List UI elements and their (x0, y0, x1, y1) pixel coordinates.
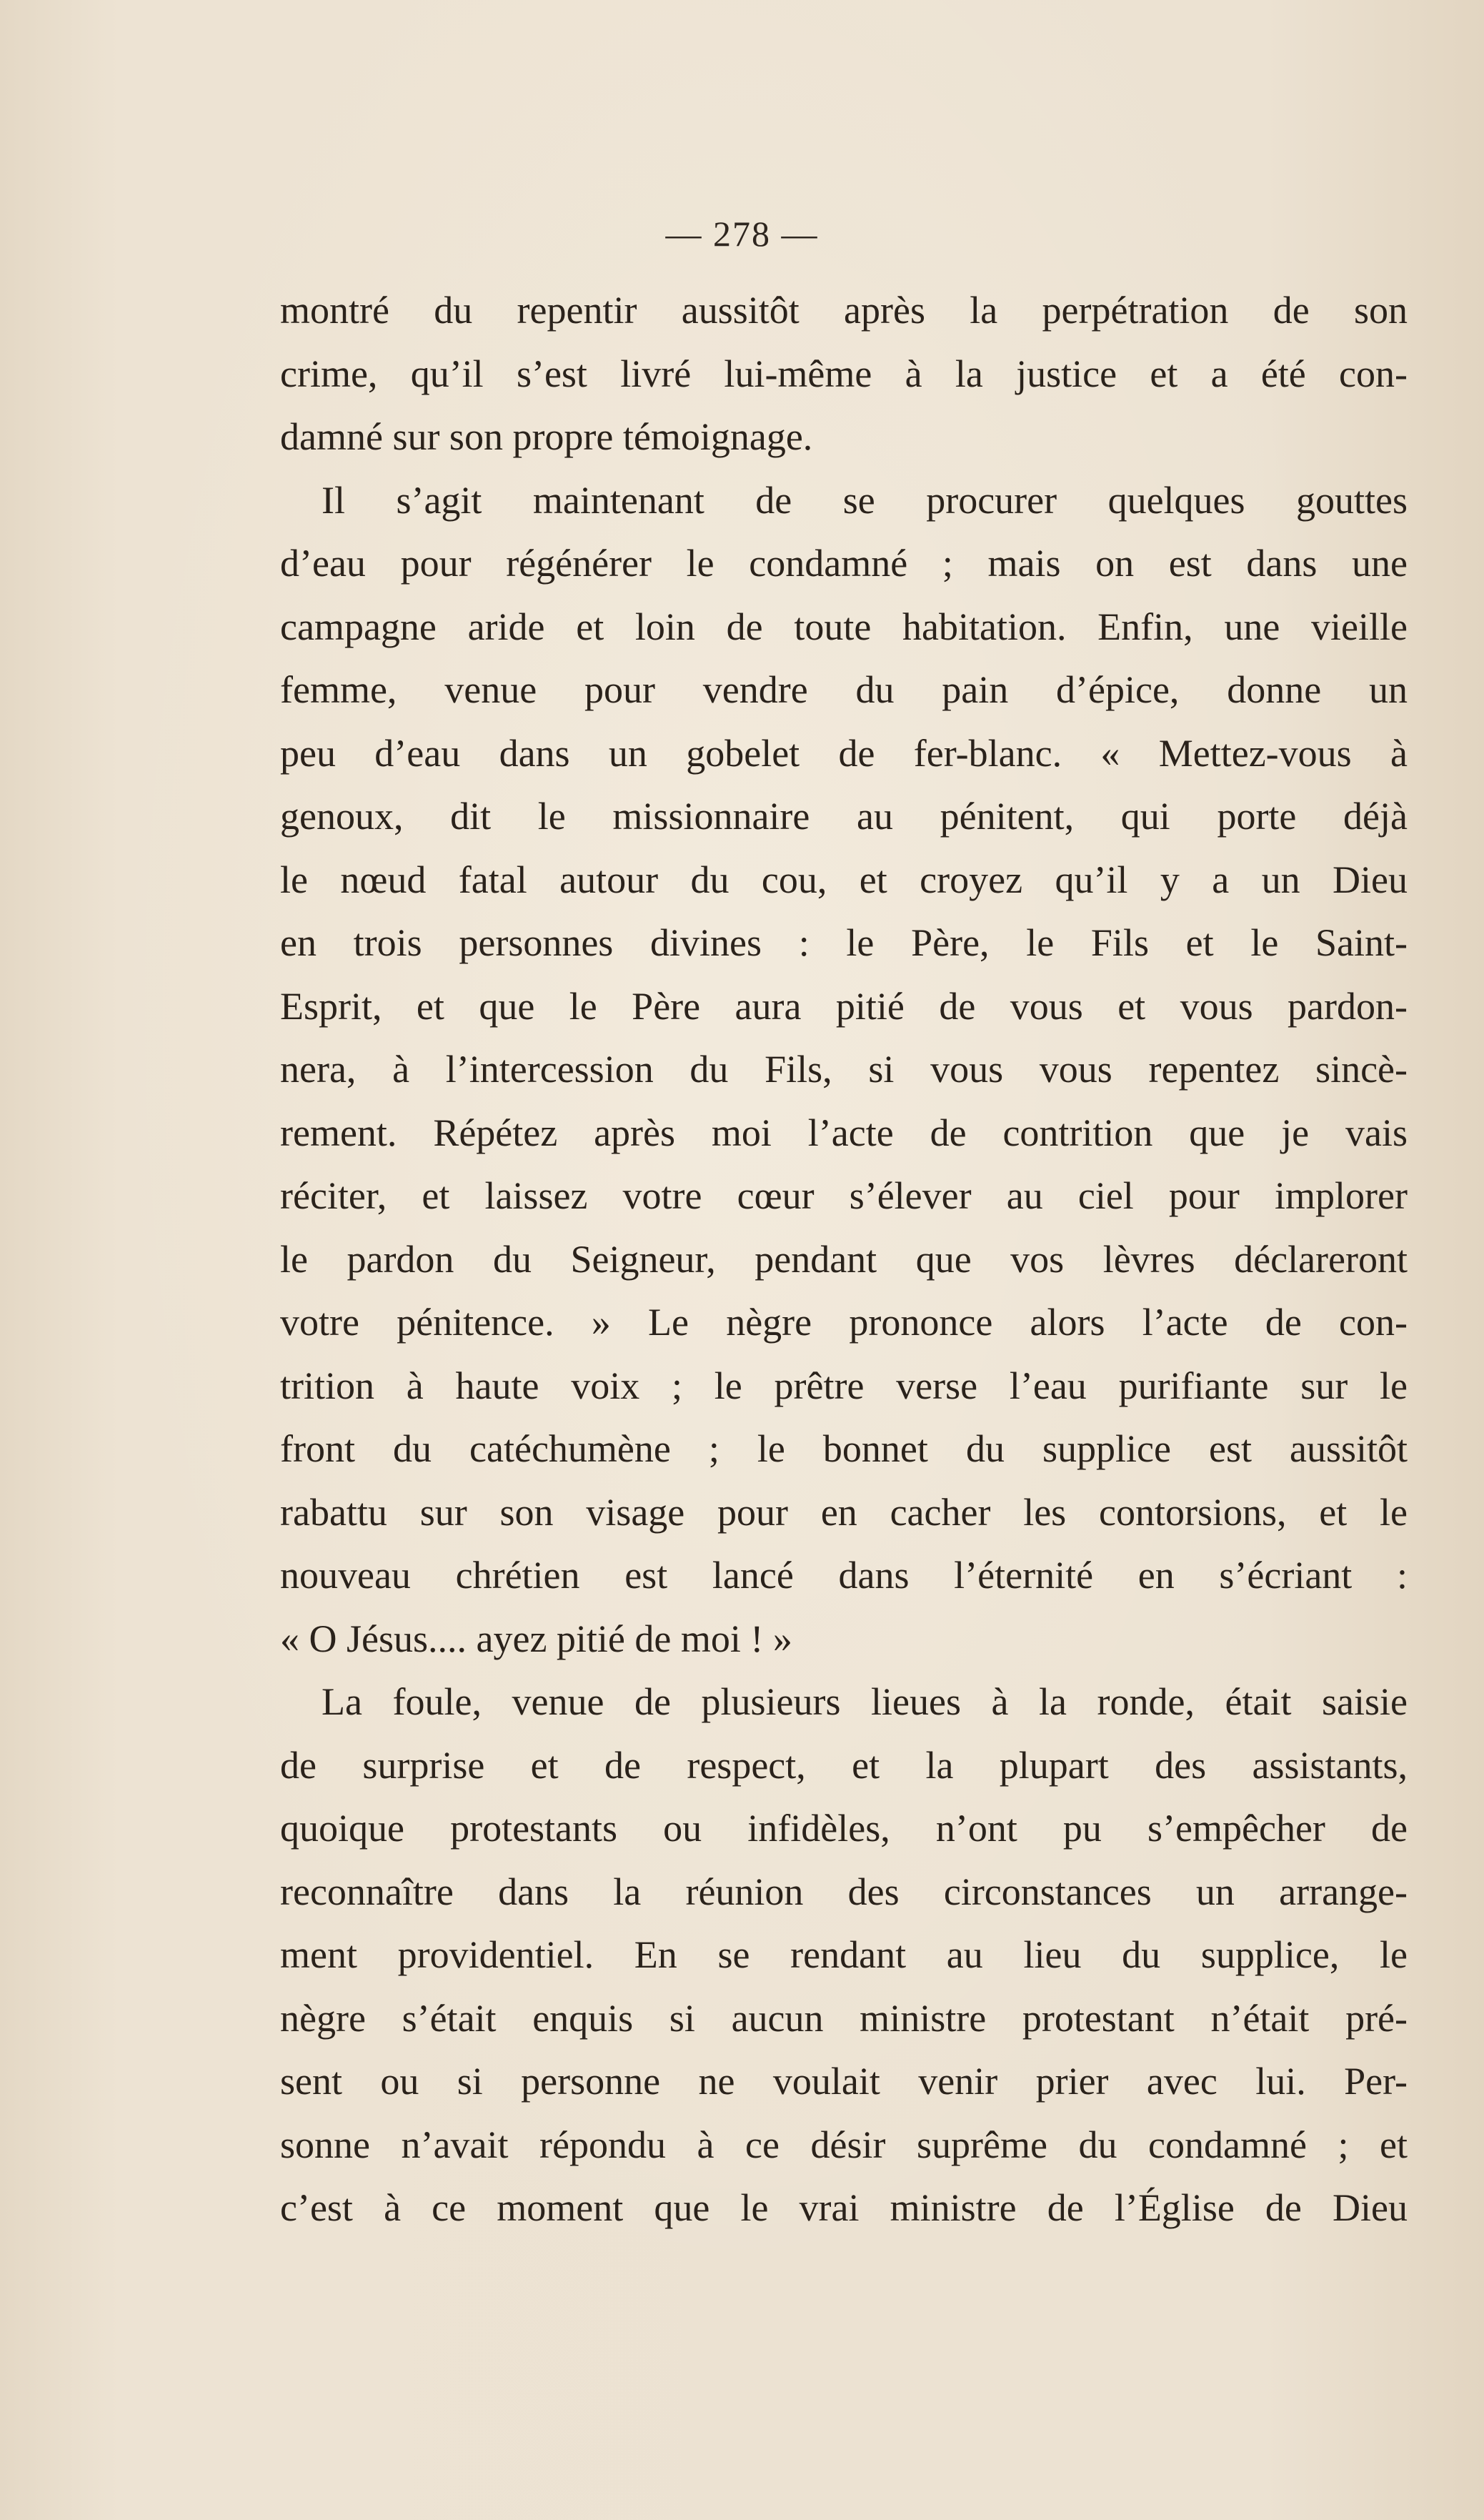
text-line: crime, qu’il s’est livré lui-même à la justice et a été con- (280, 352, 1408, 395)
text-line: le nœud fatal autour du cou, et croyez qu’il y a un Dieu (280, 858, 1408, 901)
text-line: en trois personnes divines : le Père, le Fils et le Saint- (280, 921, 1408, 964)
text-line: ment providentiel. En se rendant au lieu du supplice, le (280, 1933, 1408, 1976)
text-line: le pardon du Seigneur, pendant que vos lèvres déclareront (280, 1237, 1408, 1281)
text-line: sent ou si personne ne voulait venir prier avec lui. Per- (280, 2060, 1408, 2103)
text-line: front du catéchumène ; le bonnet du supplice est aussitôt (280, 1427, 1408, 1470)
body-text (280, 279, 1408, 2240)
text-line: reconnaître dans la réunion des circonstances un arrange- (280, 1870, 1408, 1913)
text-line: de surprise et de respect, et la plupart des assistants, (280, 1743, 1408, 1787)
text-line: Il s’agit maintenant de se procurer quelques gouttes (322, 478, 1408, 522)
text-line: nera, à l’intercession du Fils, si vous vous repentez sincè- (280, 1048, 1408, 1091)
text-line: La foule, venue de plusieurs lieues à la ronde, était saisie (322, 1680, 1408, 1723)
text-line: campagne aride et loin de toute habitation. Enfin, une vieille (280, 605, 1408, 648)
text-line: genoux, dit le missionnaire au pénitent, qui porte déjà (280, 795, 1408, 838)
text-line: d’eau pour régénérer le condamné ; mais on est dans une (280, 542, 1408, 585)
text-line: peu d’eau dans un gobelet de fer-blanc. « Mettez-vous à (280, 731, 1408, 775)
text-line: votre pénitence. » Le nègre prononce alors l’acte de con- (280, 1301, 1408, 1344)
page-number: — 278 — (665, 214, 819, 254)
text-line: rabattu sur son visage pour en cacher les contorsions, et le (280, 1490, 1408, 1534)
text-line: Esprit, et que le Père aura pitié de vous et vous pardon- (280, 984, 1408, 1028)
text-line: femme, venue pour vendre du pain d’épice, donne un (280, 668, 1408, 711)
text-line: quoique protestants ou infidèles, n’ont pu s’empêcher de (280, 1807, 1408, 1850)
text-line: nouveau chrétien est lancé dans l’éternité en s’écriant : (280, 1554, 1408, 1597)
text-line: montré du repentir aussitôt après la perpétration de son (280, 289, 1408, 332)
text-line: « O Jésus.... ayez pitié de moi ! » (280, 1617, 792, 1660)
text-line: damné sur son propre témoignage. (280, 415, 813, 458)
text-line: c’est à ce moment que le vrai ministre de l’Église de Dieu (280, 2186, 1408, 2229)
text-line: rement. Répétez après moi l’acte de contrition que je vais (280, 1111, 1408, 1154)
text-line: sonne n’avait répondu à ce désir suprême du condamné ; et (280, 2123, 1408, 2166)
text-line: trition à haute voix ; le prêtre verse l’eau purifiante sur le (280, 1364, 1408, 1407)
text-line: réciter, et laissez votre cœur s’élever au ciel pour implorer (280, 1174, 1408, 1217)
text-line: nègre s’était enquis si aucun ministre protestant n’était pré- (280, 1996, 1408, 2040)
